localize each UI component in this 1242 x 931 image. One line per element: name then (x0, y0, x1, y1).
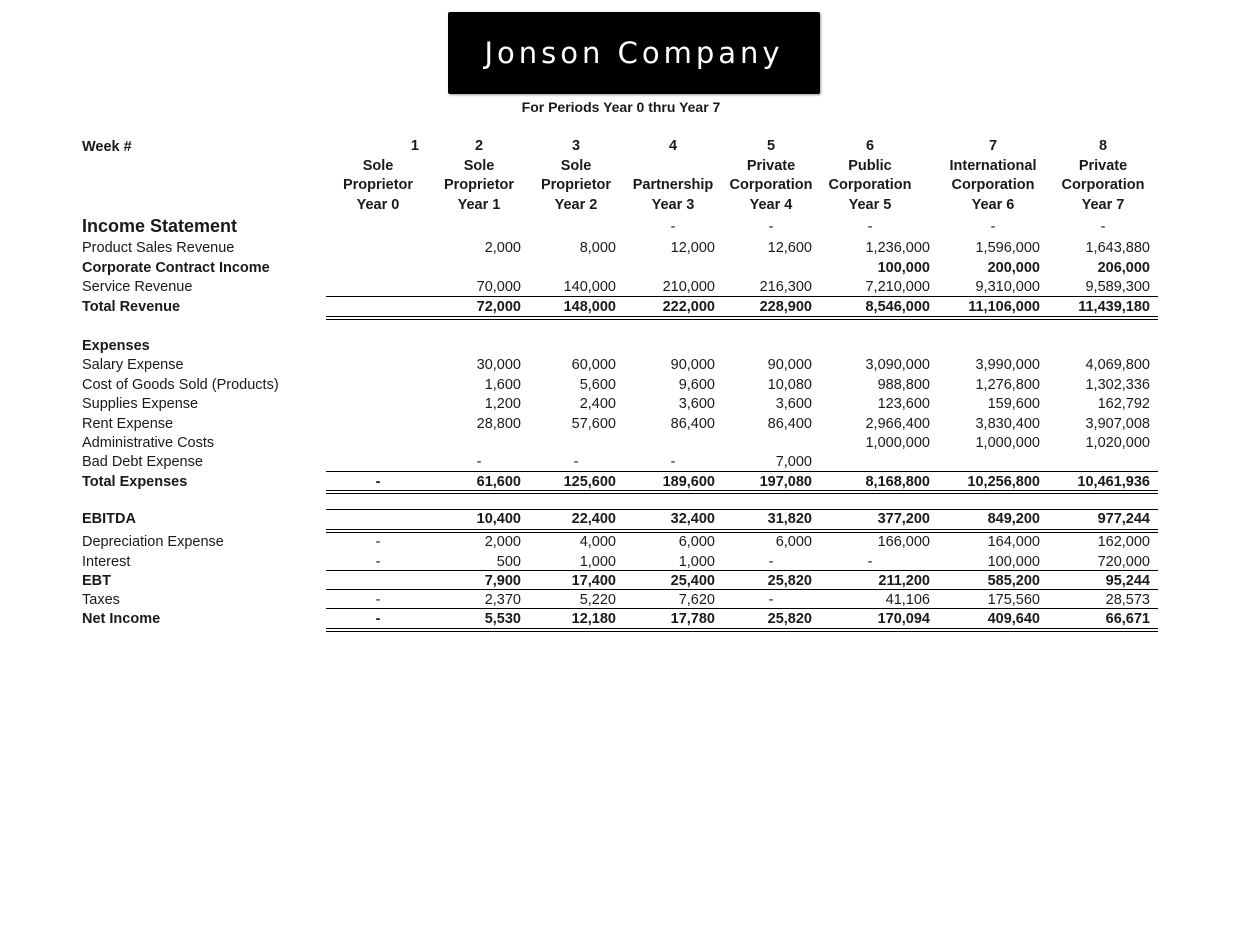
table-cell: 162,792 (1097, 396, 1150, 412)
column-header-line: Proprietor (540, 177, 612, 193)
table-cell: 211,200 (878, 573, 930, 589)
table-cell: 30,000 (476, 357, 521, 373)
table-cell: 25,820 (767, 573, 812, 589)
table-cell: 3,600 (678, 396, 715, 412)
table-cell: 95,244 (1105, 573, 1150, 589)
table-cell: 31,820 (767, 511, 812, 527)
rule-line (326, 509, 1158, 510)
row-label: Corporate Contract Income (82, 260, 270, 276)
table-cell: - (768, 219, 774, 235)
table-cell: 162,000 (1097, 534, 1150, 550)
row-label: Expenses (82, 338, 150, 354)
table-cell: 28,573 (1105, 592, 1150, 608)
table-cell: 1,236,000 (865, 240, 930, 256)
table-cell: - (375, 592, 381, 608)
table-cell: - (476, 454, 482, 470)
table-cell: 1,000,000 (865, 435, 930, 451)
column-header-line: Year 7 (1081, 196, 1125, 213)
row-label: Salary Expense (82, 357, 184, 373)
table-cell: 170,094 (877, 611, 930, 627)
row-label: Interest (82, 554, 131, 570)
rule-line (326, 493, 1158, 494)
table-cell: 5,600 (579, 377, 616, 393)
table-cell: 2,000 (484, 534, 521, 550)
table-cell: 377,200 (877, 511, 930, 527)
table-cell: 1,600 (484, 377, 521, 393)
row-label: Product Sales Revenue (82, 240, 235, 256)
table-cell: 123,600 (877, 396, 930, 412)
table-cell: 11,439,180 (1078, 299, 1150, 315)
table-cell: 166,000 (877, 534, 930, 550)
row-label: Administrative Costs (82, 435, 215, 451)
table-cell: 197,080 (759, 474, 812, 490)
table-cell: 17,780 (670, 611, 715, 627)
table-cell: 1,000 (579, 554, 616, 570)
table-cell: 1,643,880 (1085, 240, 1150, 256)
row-label: Total Revenue (82, 299, 181, 315)
week-number: 7 (988, 138, 998, 154)
table-cell: 148,000 (563, 299, 616, 315)
row-label: Rent Expense (82, 416, 174, 432)
week-label: Week # (82, 139, 132, 155)
period-subtitle: For Periods Year 0 thru Year 7 (521, 99, 721, 115)
income-statement-table (82, 0, 1162, 700)
table-cell: 12,000 (670, 240, 715, 256)
table-cell: 12,180 (571, 611, 616, 627)
row-label: Bad Debt Expense (82, 454, 203, 470)
table-cell: 206,000 (1097, 260, 1150, 276)
row-label: Taxes (82, 592, 120, 608)
table-cell: 32,400 (670, 511, 715, 527)
table-cell: 90,000 (670, 357, 715, 373)
row-label: Depreciation Expense (82, 534, 224, 550)
table-cell: 25,820 (767, 611, 812, 627)
table-cell: 1,020,000 (1085, 435, 1150, 451)
rule-line (326, 631, 1158, 632)
table-cell: 7,210,000 (865, 279, 930, 295)
column-header-line: Corporation (729, 177, 813, 193)
table-cell: - (670, 219, 676, 235)
rule-line (326, 490, 1158, 491)
table-cell: 1,000 (678, 554, 715, 570)
table-cell: 100,000 (877, 260, 930, 276)
column-header-line: Year 0 (356, 196, 400, 213)
rule-line (326, 471, 1158, 472)
table-cell: 86,400 (670, 416, 715, 432)
rule-line (326, 608, 1158, 609)
column-header-line: Corporation (1061, 177, 1145, 193)
table-cell: 5,530 (484, 611, 521, 627)
column-header-line: International (949, 157, 1037, 174)
table-cell: 4,069,800 (1085, 357, 1150, 373)
table-cell: 7,900 (484, 573, 521, 589)
table-cell: 5,220 (579, 592, 616, 608)
table-cell: 125,600 (563, 474, 616, 490)
table-cell: 3,907,008 (1085, 416, 1150, 432)
week-number: 6 (865, 138, 875, 154)
table-cell: 175,560 (987, 592, 1040, 608)
rule-line (326, 589, 1158, 590)
column-header-line: Proprietor (342, 177, 414, 193)
row-label: EBT (82, 573, 111, 589)
rule-line (326, 532, 1158, 533)
table-cell: 1,276,800 (975, 377, 1040, 393)
table-cell: - (375, 611, 381, 627)
table-cell: 585,200 (987, 573, 1040, 589)
table-cell: 4,000 (579, 534, 616, 550)
table-cell: 90,000 (767, 357, 812, 373)
rule-line (326, 628, 1158, 629)
table-cell: 200,000 (987, 260, 1040, 276)
table-cell: 100,000 (987, 554, 1040, 570)
table-cell: - (1100, 219, 1106, 235)
table-cell: - (867, 219, 873, 235)
table-cell: 988,800 (877, 377, 930, 393)
table-cell: 72,000 (476, 299, 521, 315)
table-cell: 25,400 (670, 573, 715, 589)
table-cell: 164,000 (987, 534, 1040, 550)
table-cell: 3,600 (775, 396, 812, 412)
week-number: 4 (668, 138, 678, 154)
table-cell: 6,000 (678, 534, 715, 550)
table-cell: 1,596,000 (975, 240, 1040, 256)
column-header-line: Partnership (632, 177, 714, 193)
column-header-line: Year 5 (848, 196, 892, 213)
table-cell: - (375, 474, 381, 490)
table-cell: - (375, 554, 381, 570)
week-number: 1 (410, 138, 419, 154)
table-cell: 10,256,800 (967, 474, 1040, 490)
column-header-line: Sole (463, 157, 495, 174)
column-header-line: Year 6 (971, 196, 1015, 213)
column-header-line: Year 3 (651, 196, 695, 213)
rule-line (326, 316, 1158, 317)
column-header-line: Year 1 (457, 196, 501, 213)
table-cell: 2,966,400 (865, 416, 930, 432)
table-cell: 1,000,000 (975, 435, 1040, 451)
table-cell: 720,000 (1097, 554, 1150, 570)
table-cell: 28,800 (476, 416, 521, 432)
table-cell: 8,000 (579, 240, 616, 256)
column-header-line: Public (848, 157, 892, 174)
table-cell: 216,300 (759, 279, 812, 295)
week-number: 2 (474, 138, 484, 154)
table-cell: 189,600 (662, 474, 715, 490)
table-cell: 1,200 (484, 396, 521, 412)
column-header-line: Proprietor (443, 177, 515, 193)
column-header-line: Private (1078, 157, 1128, 174)
table-cell: 210,000 (662, 279, 715, 295)
table-cell: 3,830,400 (975, 416, 1040, 432)
table-cell: 3,990,000 (975, 357, 1040, 373)
row-label: Net Income (82, 611, 161, 627)
row-label: EBITDA (82, 511, 136, 527)
table-cell: 10,461,936 (1077, 474, 1150, 490)
table-cell: 8,168,800 (865, 474, 930, 490)
table-cell: 17,400 (571, 573, 616, 589)
column-header-line: Sole (560, 157, 592, 174)
table-cell: - (670, 454, 676, 470)
table-cell: 228,900 (759, 299, 812, 315)
table-cell: 977,244 (1097, 511, 1150, 527)
row-label: Cost of Goods Sold (Products) (82, 377, 279, 393)
table-cell: 7,000 (775, 454, 812, 470)
table-cell: 2,370 (484, 592, 521, 608)
rule-line (326, 319, 1158, 320)
column-header-line: Corporation (951, 177, 1035, 193)
table-cell: 849,200 (987, 511, 1040, 527)
table-cell: - (768, 554, 774, 570)
column-header-line: Year 2 (554, 196, 598, 213)
table-cell: 10,400 (476, 511, 521, 527)
table-cell: - (867, 554, 873, 570)
table-cell: 222,000 (662, 299, 715, 315)
table-cell: 1,302,336 (1085, 377, 1150, 393)
table-cell: 2,000 (484, 240, 521, 256)
table-cell: 2,400 (579, 396, 616, 412)
table-cell: - (990, 219, 996, 235)
table-cell: - (375, 534, 381, 550)
rule-line (326, 296, 1158, 297)
table-cell: 60,000 (571, 357, 616, 373)
week-number: 8 (1098, 138, 1108, 154)
row-label: Total Expenses (82, 474, 188, 490)
table-cell: 9,600 (678, 377, 715, 393)
table-cell: 12,600 (767, 240, 812, 256)
column-header-line: Year 4 (749, 196, 793, 213)
company-title: Jonson Company (484, 36, 784, 70)
table-cell: 61,600 (476, 474, 521, 490)
week-number: 5 (766, 138, 776, 154)
table-cell: 10,080 (767, 377, 812, 393)
table-cell: 9,310,000 (975, 279, 1040, 295)
table-cell: 22,400 (571, 511, 616, 527)
row-label: Income Statement (82, 216, 238, 236)
table-cell: 140,000 (563, 279, 616, 295)
table-cell: 66,671 (1105, 611, 1150, 627)
table-cell: 41,106 (885, 592, 930, 608)
table-cell: 57,600 (571, 416, 616, 432)
table-cell: - (768, 592, 774, 608)
row-label: Supplies Expense (82, 396, 199, 412)
table-cell: 11,106,000 (968, 299, 1040, 315)
week-number: 3 (571, 138, 581, 154)
row-label: Service Revenue (82, 279, 193, 295)
table-cell: 3,090,000 (865, 357, 930, 373)
table-cell: 159,600 (987, 396, 1040, 412)
table-cell: 9,589,300 (1085, 279, 1150, 295)
table-cell: 6,000 (775, 534, 812, 550)
table-cell: 70,000 (476, 279, 521, 295)
table-cell: 86,400 (767, 416, 812, 432)
table-cell: 7,620 (678, 592, 715, 608)
table-cell: 500 (496, 554, 521, 570)
rule-line (326, 570, 1158, 571)
column-header-line: Corporation (828, 177, 912, 193)
table-cell: 409,640 (987, 611, 1040, 627)
rule-line (326, 529, 1158, 530)
table-cell: - (573, 454, 579, 470)
column-header-line: Private (746, 157, 796, 174)
table-cell: 8,546,000 (865, 299, 930, 315)
column-header-line: Sole (362, 157, 394, 174)
